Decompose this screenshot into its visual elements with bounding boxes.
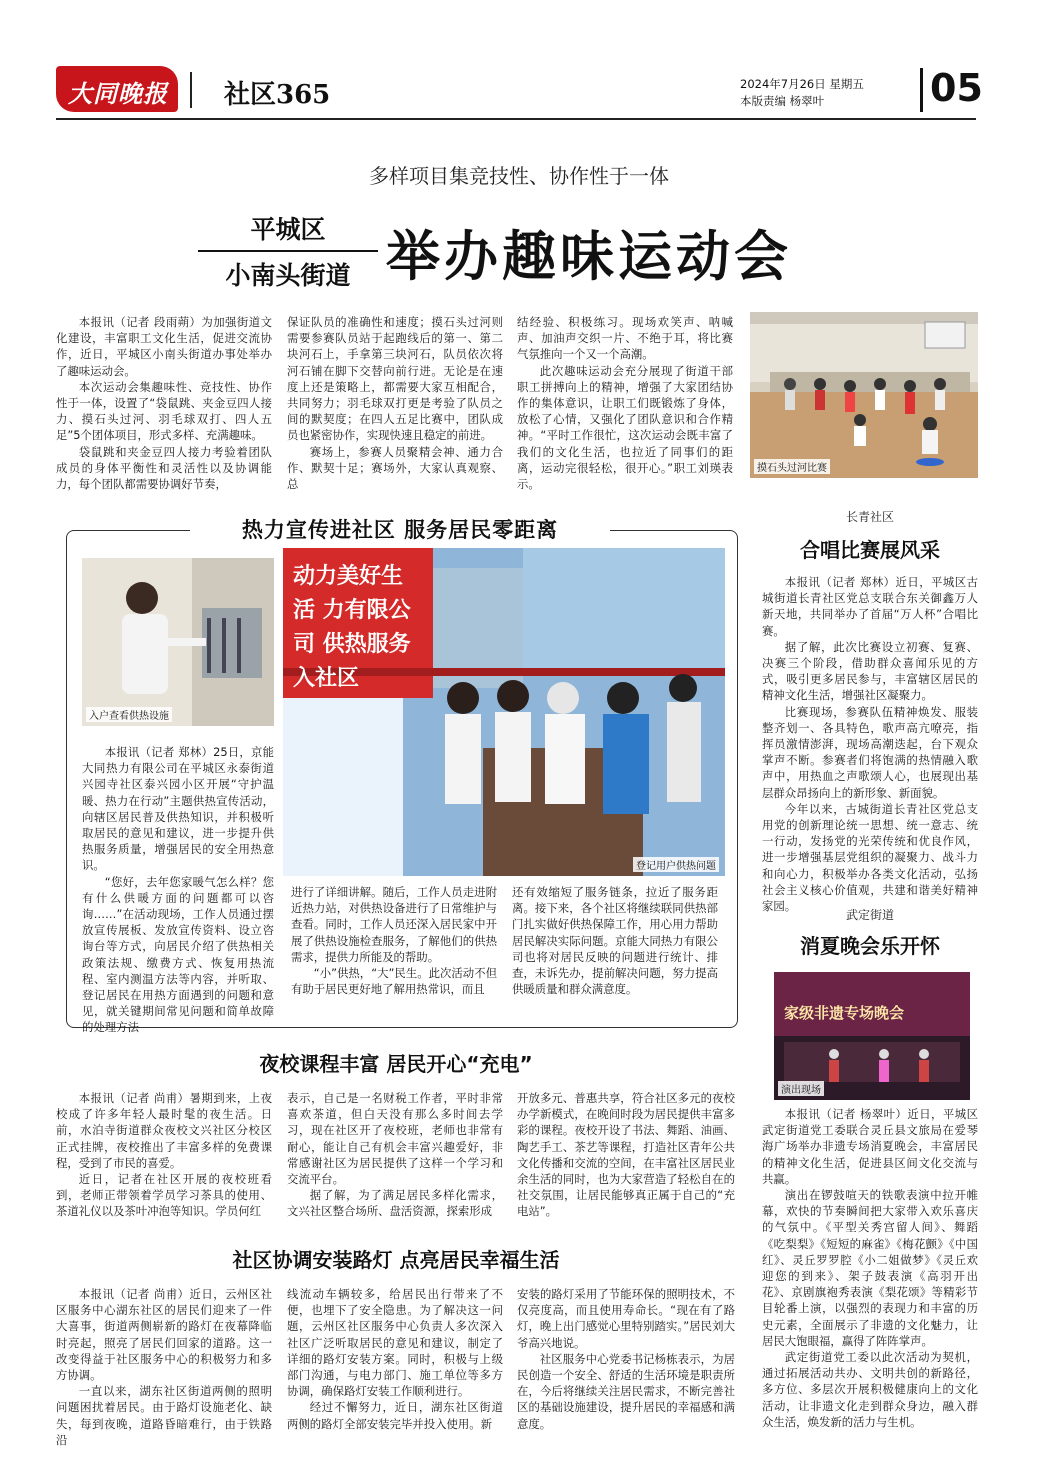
night-school-col-3 bbox=[517, 1090, 735, 1220]
paragraph: 本次运动会集趣味性、竞技性、协作性于一体，设置了“袋鼠跳、夹金豆四人接力、摸石头过河、羽毛球双打、四人五足”5个团体项目，形式多样、充满趣味。 bbox=[56, 379, 272, 443]
paragraph: 进行了详细讲解。随后，工作人员走进附近热力站，对供热设备进行了日常维护与查看。同时，工作人员还深入居民家中开展了供热设施检查服务，了解他们的供热需求，提供力所能及的帮助。 bbox=[291, 885, 497, 964]
paragraph: 本报讯（记者 尚甫）暑期到来，上夜校成了许多年轻人最时髦的夜生活。日前，水泊寺街道群众夜校文兴社区分校区正式挂牌，夜校推出了丰富多样的免费课程，受到了市民的喜爱。 bbox=[56, 1091, 272, 1170]
page-editor: 本版责编 杨翠叶 bbox=[740, 94, 825, 108]
paragraph: 社区服务中心党委书记杨栋表示，为居民创造一个安全、舒适的生活环境是职责所在，今后将继续关注居民需求，不断完善社区的基础设施建设，提升居民的幸福感和满意度。 bbox=[517, 1351, 735, 1431]
paragraph: 还有效缩短了服务链条，拉近了服务距离。接下来，各个社区将继续联同供热部门扎实做好供热保障工作，用心用力帮助居民解决实际问题。京能大同热力有限公司也将对居民反映的问题进行统计、排查，未诉先办，提前解决问题，努力提高供暖质量和群众满意度。 bbox=[512, 885, 718, 997]
heating-photo-1 bbox=[82, 558, 274, 726]
paragraph: 据了解，为了满足居民多样化需求，文兴社区整合场所、盘活资源，探索形成 bbox=[287, 1188, 503, 1219]
masthead bbox=[0, 0, 1038, 120]
choir-body bbox=[762, 574, 978, 914]
heating-photo-2 bbox=[283, 548, 725, 876]
paragraph: 本报讯（记者 尚甫）近日，云州区社区服务中心湖东社区的居民们迎来了一件大喜事，街道两侧崭新的路灯在夜幕降临时亮起，照亮了居民们回家的道路。这一改变得益于社区服务中心的积极努力和多方协调。 bbox=[56, 1287, 272, 1383]
page-number-divider bbox=[920, 68, 923, 112]
night-school-col-2 bbox=[287, 1090, 503, 1220]
newspaper-logo bbox=[56, 66, 178, 112]
paragraph: 此次趣味运动会充分展现了街道干部职工拼搏向上的精神，增强了大家团结协作的集体意识，让职工们既锻炼了身体，放松了心情，又强化了团队意识和合作精神。“平时工作很忙，这次运动会既丰富了我们的文化生活，也拉近了同事们的距离，运动完很轻松，很开心。”职工刘瑛表示。 bbox=[517, 363, 733, 492]
summer-headline: 消夏晚会乐开怀 bbox=[800, 934, 940, 958]
paragraph: 武定街道党工委以此次活动为契机，通过拓展活动共办、文明共创的新路径，多方位、多层次开展积极健康向上的文化活动，让非遗文化走到群众身边，融入群众生活，焕发新的活力与生机。 bbox=[762, 1350, 978, 1429]
lead-headline: 举办趣味运动会 bbox=[386, 225, 792, 288]
streetlight-col-1 bbox=[56, 1286, 272, 1448]
summer-photo bbox=[774, 972, 970, 1100]
lead-place-box bbox=[198, 210, 378, 290]
heating-col-1 bbox=[82, 744, 274, 1036]
paragraph: 本报讯（记者 段雨蒴）为加强街道文化建设，丰富职工文化生活，促进交流协作，近日，平城区小南头街道办事处举办了趣味运动会。 bbox=[56, 315, 272, 378]
page-number: 05 bbox=[930, 66, 983, 110]
streetlight-col-2 bbox=[287, 1286, 503, 1432]
lead-photo-caption: 摸石头过河比赛 bbox=[754, 459, 830, 474]
lead-col-2 bbox=[287, 314, 503, 492]
streetlight-headline: 社区协调安装路灯 点亮居民幸福生活 bbox=[232, 1248, 560, 1272]
paragraph: 开放多元、普惠共享，符合社区多元的夜校办学新模式，在晚间时段为居民提供丰富多彩的课程。夜校开设了书法、舞蹈、油画、陶艺手工、茶艺等课程，打造社区青年公共文化传播和交流的空间，在丰富社区居民业余生活的同时，也为大家营造了轻松自在的社交氛围，让居民能够真正属于自己的“充电站”。 bbox=[517, 1091, 735, 1219]
section-title: 社区365 bbox=[224, 80, 331, 110]
paragraph: 赛场上，参赛人员聚精会神、通力合作、默契十足；赛场外，大家认真观察、总 bbox=[287, 444, 503, 492]
lead-place-line1: 平城区 bbox=[250, 215, 326, 244]
issue-date: 2024年7月26日 星期五 bbox=[740, 77, 864, 91]
paragraph: 本报讯（记者 郑林）25日，京能大同热力有限公司在平城区永泰街道兴园寺社区泰兴园小区开展“守护温暖、热力在行动”主题供热宣传活动，向辖区居民普及供热知识，并积极听取居民的意见和建议，进一步提升供热服务质量，增强居民的安全用热意识。 bbox=[82, 745, 274, 873]
logo-text: 大同晚报 bbox=[68, 79, 168, 108]
lead-place-line2: 小南头街道 bbox=[225, 261, 351, 290]
paragraph: “您好，去年您家暖气怎么样？您有什么供暖方面的问题都可以咨询……”在活动现场，工作人员通过摆放宣传展板、发放宣传资料、设立咨询台等方式，向居民介绍了供热相关政策法规、缴费方式、恢复用热流程、室内测温方法等内容，并听取、登记居民在用热方面遇到的问题和意见，就关键期间常见问题和简单故障的处理方法 bbox=[82, 874, 274, 1035]
paragraph: 近日，记者在社区开展的夜校班看到，老师正带领着学员学习茶具的使用、茶道礼仪以及茶叶冲泡等知识。学员何红 bbox=[56, 1172, 272, 1219]
summer-photo-caption: 演出现场 bbox=[778, 1081, 824, 1096]
streetlight-col-3 bbox=[517, 1286, 735, 1432]
paragraph: 比赛现场，参赛队伍精神焕发、服装整齐划一、各具特色，歌声高亢嘹亮，指挥员激情澎湃，现场高潮迭起，台下观众掌声不断。参赛者们将饱满的热情融入歌声中，用热血之声歌颂人心，也展现出基层群众昂扬向上的新形象、新面貌。 bbox=[762, 704, 978, 800]
heating-col-2 bbox=[291, 884, 497, 997]
summer-body bbox=[762, 1106, 978, 1430]
choir-headline: 合唱比赛展风采 bbox=[800, 538, 940, 562]
masthead-rule bbox=[56, 118, 976, 120]
choir-kicker: 长青社区 bbox=[845, 510, 894, 524]
paragraph: 演出在锣鼓喧天的铁歌表演中拉开帷幕，欢快的节奏瞬间把大家带入欢乐喜庆的气氛中。《平型关秀宫留人间》、舞蹈《吃梨梨》《短短的麻雀》《梅花颤》《中国红》、灵丘罗罗腔《小二姐做梦》《灵丘欢迎您的到来》、架子鼓表演《高羽开出花》、京剧旗袍秀表演《梨花颂》等精彩节目轮番上演，以强烈的表现力和丰富的历史元素，全面展示了非遗的文化魅力，让居民大饱眼福，赢得了阵阵掌声。 bbox=[762, 1188, 978, 1348]
paragraph: “小”供热，“大”民生。此次活动不但有助于居民更好地了解用热常识，而且 bbox=[291, 966, 497, 997]
lead-col-1 bbox=[56, 314, 272, 492]
summer-photo-banner: 家级非遗专场晚会 bbox=[784, 1004, 905, 1022]
paragraph: 表示，自己是一名财税工作者，平时非常喜欢茶道，但白天没有那么多时间去学习，现在社区开了夜校班，老师也非常有耐心，能让自己有机会丰富兴趣爱好，非常感谢社区为居民提供了这样一个学习和交流平台。 bbox=[287, 1091, 503, 1187]
heating-headline: 热力宣传进社区 服务居民零距离 bbox=[190, 514, 610, 544]
paragraph: 结经验、积极练习。现场欢笑声、呐喊声、加油声交织一片、不绝于耳，将比赛气氛推向一个又一个高潮。 bbox=[517, 315, 733, 362]
heating-photo-2-caption: 登记用户供热问题 bbox=[633, 857, 719, 872]
lead-place-rule bbox=[198, 250, 378, 252]
paragraph: 袋鼠跳和夹金豆四人接力考验着团队成员的身体平衡性和灵活性以及协调能力，每个团队都需要协调好节奏， bbox=[56, 444, 272, 492]
paragraph: 本报讯（记者 杨翠叶）近日，平城区武定街道党工委联合灵丘县文旅局在爱琴海广场举办非遗专场消夏晚会，丰富居民的精神文化生活，促进县区间文化交流与共赢。 bbox=[762, 1107, 978, 1186]
home-inspection-image bbox=[82, 558, 274, 726]
night-school-headline: 夜校课程丰富 居民开心“充电” bbox=[259, 1052, 533, 1076]
night-school-col-1 bbox=[56, 1090, 272, 1220]
logo-divider bbox=[190, 72, 192, 108]
heating-col-3 bbox=[512, 884, 718, 997]
sports-hall-image bbox=[750, 312, 978, 478]
paragraph: 线流动车辆较多，给居民出行带来了不便，也埋下了安全隐患。为了解决这一问题，云州区社区服务中心负责人多次深入社区广泛听取居民的意见和建议，制定了详细的路灯安装方案。同时，积极与上级部门沟通，与电力部门、施工单位等多方协调，确保路灯安装工作顺利进行。 bbox=[287, 1287, 503, 1399]
heating-photo-2-banner: 动力美好生活 力有限公司 供热服务入社区 bbox=[293, 564, 411, 691]
summer-kicker: 武定街道 bbox=[845, 908, 894, 922]
lead-kicker: 多样项目集竞技性、协作性于一体 bbox=[369, 164, 669, 188]
paragraph: 保证队员的准确性和速度；摸石头过河则需要参赛队员站于起跑线后的第一、第二块河石上，手拿第三块河石，队员依次将河石铺在脚下交替向前行进。无论是在速度上还是策略上，都需要大家互相配合，共同努力；羽毛球双打更是考验了队员之间的默契度；在四人五足比赛中，团队成员也紧密协作，实现快速且稳定的前进。 bbox=[287, 315, 503, 443]
paragraph: 据了解，此次比赛设立初赛、复赛、决赛三个阶段，借助群众喜闻乐见的方式，吸引更多居民参与，丰富辖区居民的精神文化生活，增强社区凝聚力。 bbox=[762, 639, 978, 703]
paragraph: 本报讯（记者 郑林）近日，平城区古城街道长青社区党总支联合东关御鑫万人新天地，共同举办了首届“万人杯”合唱比赛。 bbox=[762, 575, 978, 638]
paragraph: 安装的路灯采用了节能环保的照明技术，不仅亮度高，而且使用寿命长。“现在有了路灯，晚上出门感觉心里特别踏实。”居民刘大爷高兴地说。 bbox=[517, 1287, 735, 1350]
heating-photo-1-caption: 入户查看供热设施 bbox=[86, 707, 172, 722]
lead-photo bbox=[750, 312, 978, 478]
paragraph: 经过不懈努力，近日，湖东社区街道两侧的路灯全部安装完毕并投入使用。新 bbox=[287, 1400, 503, 1431]
paragraph: 一直以来，湖东社区街道两侧的照明问题困扰着居民。由于路灯设施老化、缺失，每到夜晚，道路昏暗难行，由于铁路沿 bbox=[56, 1384, 272, 1447]
paragraph: 今年以来，古城街道长青社区党总支用党的创新理论统一思想、统一意志、统一行动，发扬党的光荣传统和优良作风，进一步增强基层党组织的凝聚力、战斗力和向心力，积极举办各类文化活动，弘扬社会主义核心价值观，共建和谐美好精神家园。 bbox=[762, 801, 978, 914]
lead-col-3 bbox=[517, 314, 733, 492]
